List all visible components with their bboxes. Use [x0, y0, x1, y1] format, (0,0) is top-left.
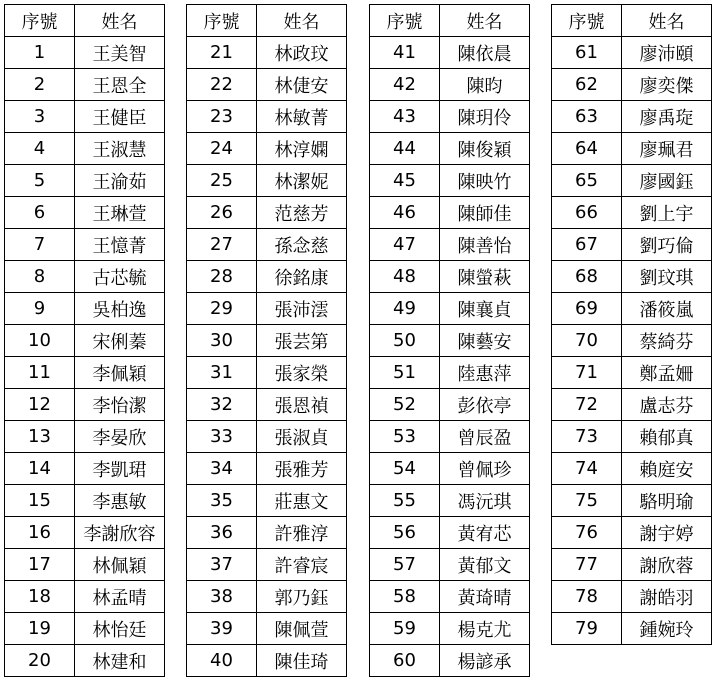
row-number-cell: 7 [5, 229, 75, 261]
row-name-cell: 郭乃鈺 [257, 581, 347, 613]
table-row [187, 645, 347, 677]
row-number-cell: 28 [187, 261, 257, 293]
table-row [370, 37, 530, 69]
table-row [5, 517, 165, 549]
row-number-cell: 3 [5, 101, 75, 133]
table-row [5, 37, 165, 69]
table-row [370, 133, 530, 165]
header-name: 姓名 [257, 5, 347, 37]
table-row [370, 389, 530, 421]
row-name-cell: 廖奕傑 [622, 69, 712, 101]
row-name-cell: 王憶菁 [75, 229, 165, 261]
row-number-cell: 51 [370, 357, 440, 389]
table-row [370, 485, 530, 517]
row-number-cell: 74 [552, 453, 622, 485]
table-row [370, 197, 530, 229]
table-row [5, 261, 165, 293]
table-row [5, 357, 165, 389]
row-number-cell: 14 [5, 453, 75, 485]
row-number-cell: 48 [370, 261, 440, 293]
table-row [5, 101, 165, 133]
row-number-cell: 52 [370, 389, 440, 421]
table-row [552, 229, 712, 261]
header-row [552, 5, 712, 37]
row-number-cell: 2 [5, 69, 75, 101]
table-row [5, 581, 165, 613]
header-number: 序號 [552, 5, 622, 37]
row-number-cell: 62 [552, 69, 622, 101]
row-name-cell: 莊惠文 [257, 485, 347, 517]
row-number-cell: 50 [370, 325, 440, 357]
table-row [187, 229, 347, 261]
table-row [5, 613, 165, 645]
table-row [552, 357, 712, 389]
table-row [552, 69, 712, 101]
row-name-cell: 楊克尤 [440, 613, 530, 645]
table-row [370, 101, 530, 133]
row-number-cell: 26 [187, 197, 257, 229]
row-number-cell: 63 [552, 101, 622, 133]
row-number-cell: 4 [5, 133, 75, 165]
header-number: 序號 [187, 5, 257, 37]
table-row [187, 69, 347, 101]
row-number-cell: 24 [187, 133, 257, 165]
row-number-cell: 29 [187, 293, 257, 325]
row-name-cell: 陳善怡 [440, 229, 530, 261]
row-number-cell: 37 [187, 549, 257, 581]
table-row [5, 421, 165, 453]
table-row [370, 613, 530, 645]
table-row [552, 613, 712, 645]
header-number: 序號 [370, 5, 440, 37]
row-number-cell: 43 [370, 101, 440, 133]
table-row [552, 133, 712, 165]
row-name-cell: 孫念慈 [257, 229, 347, 261]
row-name-cell: 陳師佳 [440, 197, 530, 229]
table-row [370, 261, 530, 293]
row-number-cell: 59 [370, 613, 440, 645]
row-name-cell: 林孟晴 [75, 581, 165, 613]
row-name-cell: 林倢安 [257, 69, 347, 101]
table-row [187, 261, 347, 293]
row-name-cell: 王健臣 [75, 101, 165, 133]
row-name-cell: 曾佩珍 [440, 453, 530, 485]
row-name-cell: 李晏欣 [75, 421, 165, 453]
table-row [552, 101, 712, 133]
header-row [370, 5, 530, 37]
row-name-cell: 潘筱嵐 [622, 293, 712, 325]
row-number-cell: 45 [370, 165, 440, 197]
table-row [370, 229, 530, 261]
row-number-cell: 34 [187, 453, 257, 485]
row-name-cell: 王琳萱 [75, 197, 165, 229]
table-row [5, 645, 165, 677]
table-row [552, 197, 712, 229]
table-row [370, 293, 530, 325]
row-name-cell: 賴郁真 [622, 421, 712, 453]
row-name-cell: 陳螢萩 [440, 261, 530, 293]
table-row [187, 293, 347, 325]
table-row [552, 261, 712, 293]
table-row [370, 357, 530, 389]
row-name-cell: 林佩穎 [75, 549, 165, 581]
row-number-cell: 72 [552, 389, 622, 421]
row-number-cell: 68 [552, 261, 622, 293]
row-number-cell: 77 [552, 549, 622, 581]
row-name-cell: 李怡潔 [75, 389, 165, 421]
row-name-cell: 陳佳琦 [257, 645, 347, 677]
row-name-cell: 徐銘康 [257, 261, 347, 293]
row-number-cell: 20 [5, 645, 75, 677]
row-name-cell: 賴庭安 [622, 453, 712, 485]
row-name-cell: 張雅芳 [257, 453, 347, 485]
header-number: 序號 [5, 5, 75, 37]
row-name-cell: 張芸第 [257, 325, 347, 357]
table-row [187, 325, 347, 357]
row-name-cell: 鄭孟姍 [622, 357, 712, 389]
row-number-cell: 21 [187, 37, 257, 69]
row-number-cell: 6 [5, 197, 75, 229]
row-name-cell: 陳佩萱 [257, 613, 347, 645]
row-number-cell: 13 [5, 421, 75, 453]
row-number-cell: 30 [187, 325, 257, 357]
row-name-cell: 黃宥芯 [440, 517, 530, 549]
row-number-cell: 73 [552, 421, 622, 453]
row-number-cell: 69 [552, 293, 622, 325]
table-row [187, 485, 347, 517]
row-number-cell: 53 [370, 421, 440, 453]
row-name-cell: 陳昀 [440, 69, 530, 101]
row-number-cell: 79 [552, 613, 622, 645]
row-name-cell: 盧志芬 [622, 389, 712, 421]
table-row [187, 453, 347, 485]
row-number-cell: 10 [5, 325, 75, 357]
row-number-cell: 9 [5, 293, 75, 325]
table-row [5, 389, 165, 421]
row-name-cell: 蔡綺芬 [622, 325, 712, 357]
row-number-cell: 49 [370, 293, 440, 325]
row-name-cell: 吳柏逸 [75, 293, 165, 325]
table-row [5, 453, 165, 485]
row-number-cell: 8 [5, 261, 75, 293]
table-row [5, 293, 165, 325]
table-row [552, 389, 712, 421]
table-row [187, 37, 347, 69]
row-name-cell: 李佩穎 [75, 357, 165, 389]
row-name-cell: 彭依亭 [440, 389, 530, 421]
table-row [552, 485, 712, 517]
roster-table-1 [4, 4, 165, 677]
row-name-cell: 張家榮 [257, 357, 347, 389]
row-number-cell: 64 [552, 133, 622, 165]
row-name-cell: 劉玟琪 [622, 261, 712, 293]
table-row [370, 549, 530, 581]
table-row [5, 549, 165, 581]
row-number-cell: 47 [370, 229, 440, 261]
row-number-cell: 75 [552, 485, 622, 517]
table-row [370, 645, 530, 677]
table-row [370, 581, 530, 613]
row-name-cell: 鍾婉玲 [622, 613, 712, 645]
header-row [187, 5, 347, 37]
header-row [5, 5, 165, 37]
row-number-cell: 65 [552, 165, 622, 197]
row-number-cell: 71 [552, 357, 622, 389]
table-row [187, 389, 347, 421]
row-name-cell: 李凱珺 [75, 453, 165, 485]
row-name-cell: 陳玥伶 [440, 101, 530, 133]
row-name-cell: 黃琦晴 [440, 581, 530, 613]
row-name-cell: 廖珮君 [622, 133, 712, 165]
row-number-cell: 66 [552, 197, 622, 229]
row-name-cell: 許睿宸 [257, 549, 347, 581]
row-name-cell: 謝宇婷 [622, 517, 712, 549]
row-name-cell: 宋俐蓁 [75, 325, 165, 357]
row-name-cell: 劉巧倫 [622, 229, 712, 261]
row-name-cell: 李謝欣容 [75, 517, 165, 549]
row-number-cell: 31 [187, 357, 257, 389]
row-number-cell: 23 [187, 101, 257, 133]
table-row [5, 197, 165, 229]
row-name-cell: 林淳嫻 [257, 133, 347, 165]
row-number-cell: 58 [370, 581, 440, 613]
table-row [5, 133, 165, 165]
table-row [552, 549, 712, 581]
row-name-cell: 林政玟 [257, 37, 347, 69]
row-name-cell: 林怡廷 [75, 613, 165, 645]
row-name-cell: 陳依晨 [440, 37, 530, 69]
table-row [552, 581, 712, 613]
table-row [5, 229, 165, 261]
row-number-cell: 15 [5, 485, 75, 517]
row-name-cell: 林建和 [75, 645, 165, 677]
row-number-cell: 41 [370, 37, 440, 69]
row-number-cell: 40 [187, 645, 257, 677]
table-row [5, 165, 165, 197]
roster-table-2 [186, 4, 347, 677]
table-row [552, 293, 712, 325]
table-row [370, 165, 530, 197]
row-number-cell: 76 [552, 517, 622, 549]
row-name-cell: 許雅淳 [257, 517, 347, 549]
table-row [187, 421, 347, 453]
row-name-cell: 張淑貞 [257, 421, 347, 453]
row-number-cell: 60 [370, 645, 440, 677]
row-name-cell: 謝皓羽 [622, 581, 712, 613]
row-name-cell: 黃郁文 [440, 549, 530, 581]
row-number-cell: 56 [370, 517, 440, 549]
row-number-cell: 27 [187, 229, 257, 261]
row-name-cell: 駱明瑜 [622, 485, 712, 517]
row-number-cell: 19 [5, 613, 75, 645]
row-name-cell: 廖沛頤 [622, 37, 712, 69]
row-number-cell: 67 [552, 229, 622, 261]
table-row [552, 325, 712, 357]
table-row [370, 421, 530, 453]
row-name-cell: 張恩禎 [257, 389, 347, 421]
row-name-cell: 王恩全 [75, 69, 165, 101]
row-number-cell: 36 [187, 517, 257, 549]
row-number-cell: 22 [187, 69, 257, 101]
row-number-cell: 25 [187, 165, 257, 197]
row-number-cell: 32 [187, 389, 257, 421]
row-number-cell: 17 [5, 549, 75, 581]
row-name-cell: 陳襄貞 [440, 293, 530, 325]
row-name-cell: 王美智 [75, 37, 165, 69]
row-number-cell: 78 [552, 581, 622, 613]
row-name-cell: 林潔妮 [257, 165, 347, 197]
row-number-cell: 70 [552, 325, 622, 357]
row-number-cell: 16 [5, 517, 75, 549]
table-row [5, 69, 165, 101]
table-row [370, 453, 530, 485]
row-name-cell: 楊諺承 [440, 645, 530, 677]
table-row [187, 517, 347, 549]
table-row [187, 101, 347, 133]
table-row [552, 165, 712, 197]
row-number-cell: 33 [187, 421, 257, 453]
row-name-cell: 陳俊穎 [440, 133, 530, 165]
row-number-cell: 35 [187, 485, 257, 517]
table-row [187, 165, 347, 197]
row-number-cell: 54 [370, 453, 440, 485]
table-row [5, 325, 165, 357]
row-number-cell: 38 [187, 581, 257, 613]
table-row [5, 485, 165, 517]
row-number-cell: 46 [370, 197, 440, 229]
row-number-cell: 61 [552, 37, 622, 69]
row-number-cell: 57 [370, 549, 440, 581]
table-row [552, 453, 712, 485]
row-number-cell: 5 [5, 165, 75, 197]
header-name: 姓名 [622, 5, 712, 37]
row-number-cell: 12 [5, 389, 75, 421]
table-row [370, 517, 530, 549]
roster-table-3 [369, 4, 530, 677]
row-name-cell: 曾辰盈 [440, 421, 530, 453]
row-number-cell: 11 [5, 357, 75, 389]
row-name-cell: 古芯毓 [75, 261, 165, 293]
row-name-cell: 王渝茹 [75, 165, 165, 197]
row-name-cell: 張沛澐 [257, 293, 347, 325]
row-name-cell: 王淑慧 [75, 133, 165, 165]
row-number-cell: 55 [370, 485, 440, 517]
row-number-cell: 1 [5, 37, 75, 69]
table-row [187, 197, 347, 229]
table-row [187, 549, 347, 581]
table-row [552, 517, 712, 549]
row-name-cell: 林敏菁 [257, 101, 347, 133]
row-number-cell: 39 [187, 613, 257, 645]
row-name-cell: 謝欣蓉 [622, 549, 712, 581]
row-number-cell: 44 [370, 133, 440, 165]
row-name-cell: 廖國鈺 [622, 165, 712, 197]
row-number-cell: 18 [5, 581, 75, 613]
table-row [187, 581, 347, 613]
row-name-cell: 范慈芳 [257, 197, 347, 229]
row-name-cell: 陳藝安 [440, 325, 530, 357]
header-name: 姓名 [75, 5, 165, 37]
table-row [552, 37, 712, 69]
table-row [552, 421, 712, 453]
table-row [370, 69, 530, 101]
table-row [187, 133, 347, 165]
row-name-cell: 李惠敏 [75, 485, 165, 517]
row-name-cell: 馮沅琪 [440, 485, 530, 517]
table-row [187, 613, 347, 645]
row-name-cell: 劉上宇 [622, 197, 712, 229]
row-name-cell: 廖禹琁 [622, 101, 712, 133]
header-name: 姓名 [440, 5, 530, 37]
row-name-cell: 陳映竹 [440, 165, 530, 197]
table-row [187, 357, 347, 389]
table-row [370, 325, 530, 357]
row-number-cell: 42 [370, 69, 440, 101]
roster-table-4 [551, 4, 712, 645]
row-name-cell: 陸惠萍 [440, 357, 530, 389]
